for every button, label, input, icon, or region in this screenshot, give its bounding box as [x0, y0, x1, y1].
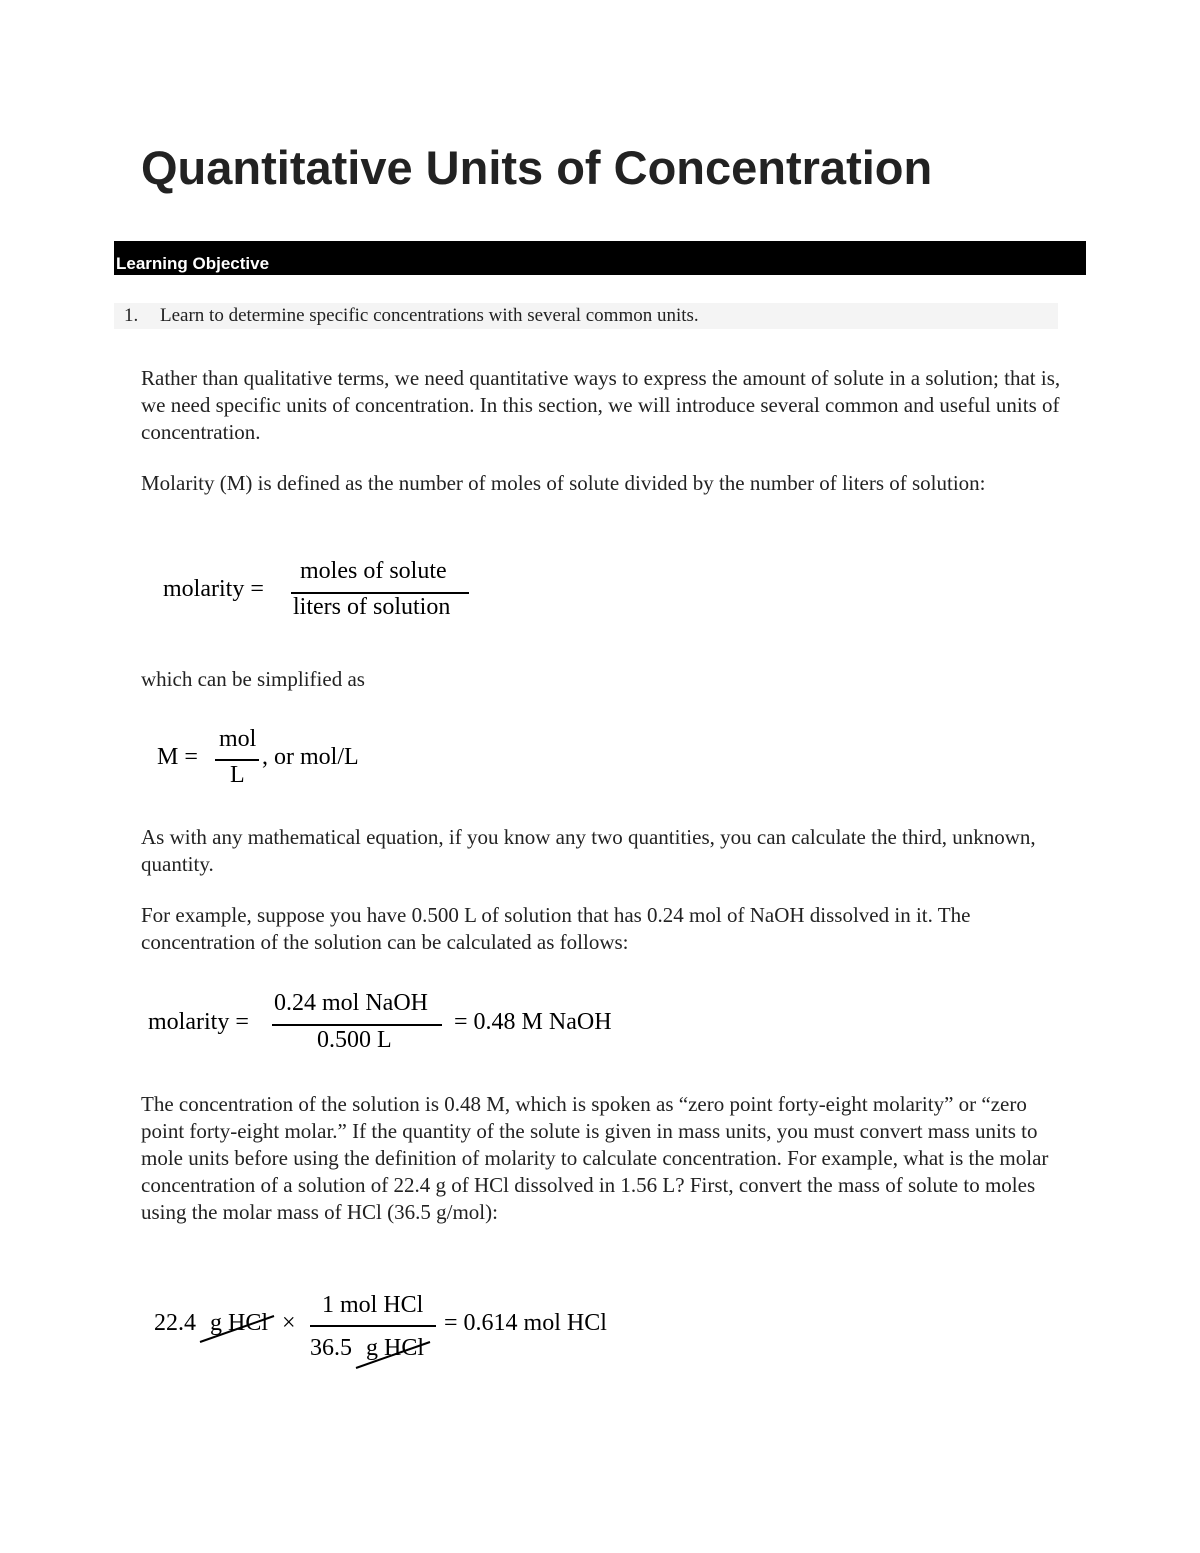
- equation-lhs: molarity =: [148, 1009, 249, 1035]
- times-sign: ×: [282, 1310, 296, 1336]
- equation-numerator: mol: [219, 726, 257, 752]
- equation-numerator: moles of solute: [300, 558, 447, 584]
- equation-suffix: , or mol/L: [262, 744, 359, 770]
- hcl-conversion-equation: [154, 1292, 634, 1372]
- fraction-bar: [310, 1325, 436, 1327]
- equation-result: = 0.48 M NaOH: [454, 1009, 612, 1035]
- equation-denominator: L: [230, 762, 245, 788]
- equation-numerator: 0.24 mol NaOH: [274, 990, 428, 1016]
- learning-objective-header: [114, 241, 1086, 275]
- learning-objective-item: [114, 303, 1058, 329]
- equation-denominator-unit: g HCl: [366, 1335, 425, 1361]
- fraction-bar: [272, 1024, 442, 1026]
- cancel-strike: [198, 1310, 288, 1350]
- list-item-number: 1.: [124, 305, 139, 326]
- page-title: Quantitative Units of Concentration: [141, 141, 933, 194]
- intro-paragraph: Rather than qualitative terms, we need quantitative ways to express the amount of solute in a solution; that is, we need specific units of concentration. In this section, we will introduce several common and useful units of concentration.: [141, 366, 1061, 444]
- simplified-paragraph: which can be simplified as: [141, 667, 365, 691]
- naoh-molarity-equation: [148, 990, 648, 1054]
- molarity-equation: [163, 558, 483, 628]
- equation-denominator: 0.500 L: [317, 1027, 392, 1053]
- equation-denominator-value: 36.5: [310, 1335, 352, 1361]
- equation-lhs: molarity =: [163, 576, 264, 602]
- hcl-example-paragraph: The concentration of the solution is 0.48 M, which is spoken as “zero point forty-eight molarity” or “zero point forty-eight molar.” If the quantity of the solute is given in mass units, you must convert mass units to mole units before using the definition of molarity to calculate concentration. For example, what is the molar concentration of a solution of 22.4 g of HCl dissolved in 1.56 L? First, convert the mass of solute to moles using the molar mass of HCl (36.5 g/mol):: [141, 1092, 1049, 1224]
- equation-denominator: liters of solution: [293, 594, 451, 620]
- equation-result: = 0.614 mol HCl: [444, 1310, 607, 1336]
- learning-objective-heading: Learning Objective: [116, 254, 270, 273]
- any-two-quantities-paragraph: As with any mathematical equation, if you know any two quantities, you can calculate the third, unknown, quantity.: [141, 825, 1036, 876]
- equation-unit: g HCl: [210, 1310, 269, 1336]
- molarity-unit-equation: [157, 726, 417, 790]
- equation-lhs: M =: [157, 744, 198, 770]
- list-item-text: Learn to determine specific concentrations with several common units.: [160, 305, 699, 326]
- cancel-strike: [354, 1334, 444, 1374]
- equation-value: 22.4: [154, 1310, 196, 1336]
- example-paragraph: For example, suppose you have 0.500 L of solution that has 0.24 mol of NaOH dissolved in it. The concentration of the solution can be calculated as follows:: [141, 903, 971, 954]
- molarity-definition-paragraph: Molarity (M) is defined as the number of moles of solute divided by the number of liters of solution:: [141, 471, 986, 495]
- equation-numerator: 1 mol HCl: [322, 1292, 424, 1318]
- fraction-bar: [215, 759, 259, 761]
